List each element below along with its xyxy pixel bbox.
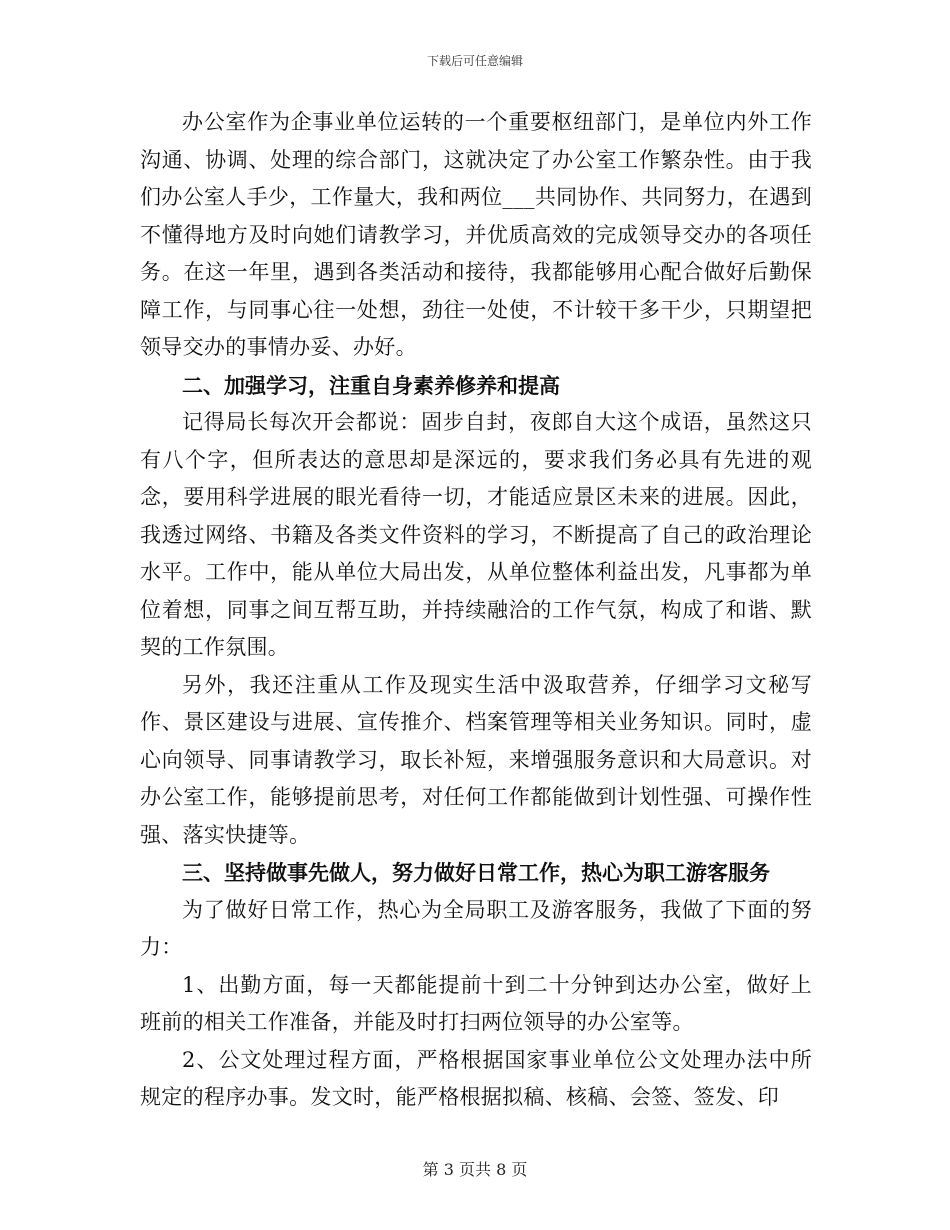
section-heading-2: 二、加强学习，注重自身素养修养和提高 (182, 372, 560, 398)
paragraph-attendance: 1、出勤方面，每一天都能提前十到二十分钟到达办公室，做好上班前的相关工作准备，并能及时打扫两位领导的办公室等。 (140, 972, 812, 1034)
paragraph-office-role: 办公室作为企事业单位运转的一个重要枢纽部门，是单位内外工作沟通、协调、处理的综合部门，这就决定了办公室工作繁杂性。由于我们办公室人手少，工作量大，我和两位___共同协作、共同努力，在遇到不懂得地方及时向她们请教学习，并优质高效的完成领导交办的各项任务。在这一年里，遇到各类活动和接待，我都能够用心配合做好后勤保障工作，与同事心往一处想，劲往一处使，不计较干多干少，只期望把领导交办的事情办妥、办好。 (140, 110, 812, 359)
paragraph-document-handling: 2、公文处理过程方面，严格根据国家事业单位公文处理办法中所规定的程序办事。发文时，能严格根据拟稿、核稿、会签、签发、印 (140, 1047, 812, 1109)
paragraph-additional: 另外，我还注重从工作及现实生活中汲取营养，仔细学习文秘写作、景区建设与进展、宣传推介、档案管理等相关业务知识。同时，虚心向领导、同事请教学习，取长补短，来增强服务意识和大局意识。对办公室工作，能够提前思考，对任何工作都能做到计划性强、可操作性强、落实快捷等。 (140, 672, 812, 847)
paragraph-daily-work: 为了做好日常工作，热心为全局职工及游客服务，我做了下面的努力： (140, 897, 812, 959)
document-body (140, 104, 812, 1117)
paragraph-study: 记得局长每次开会都说：固步自封，夜郎自大这个成语，虽然这只有八个字，但所表达的意思却是深远的，要求我们务必具有先进的观念，要用科学进展的眼光看待一切，才能适应景区未来的进展。因此，我透过网络、书籍及各类文件资料的学习，不断提高了自己的政治理论水平。工作中，能从单位大局出发，从单位整体利益出发，凡事都为单位着想，同事之间互帮互助，并持续融洽的工作气氛，构成了和谐、默契的工作氛围。 (140, 410, 812, 659)
section-heading-3: 三、坚持做事先做人，努力做好日常工作，热心为职工游客服务 (182, 860, 770, 885)
page-header: 下载后可任意编辑 (426, 54, 523, 68)
page-footer: 第 3 页共 8 页 (422, 1160, 528, 1179)
